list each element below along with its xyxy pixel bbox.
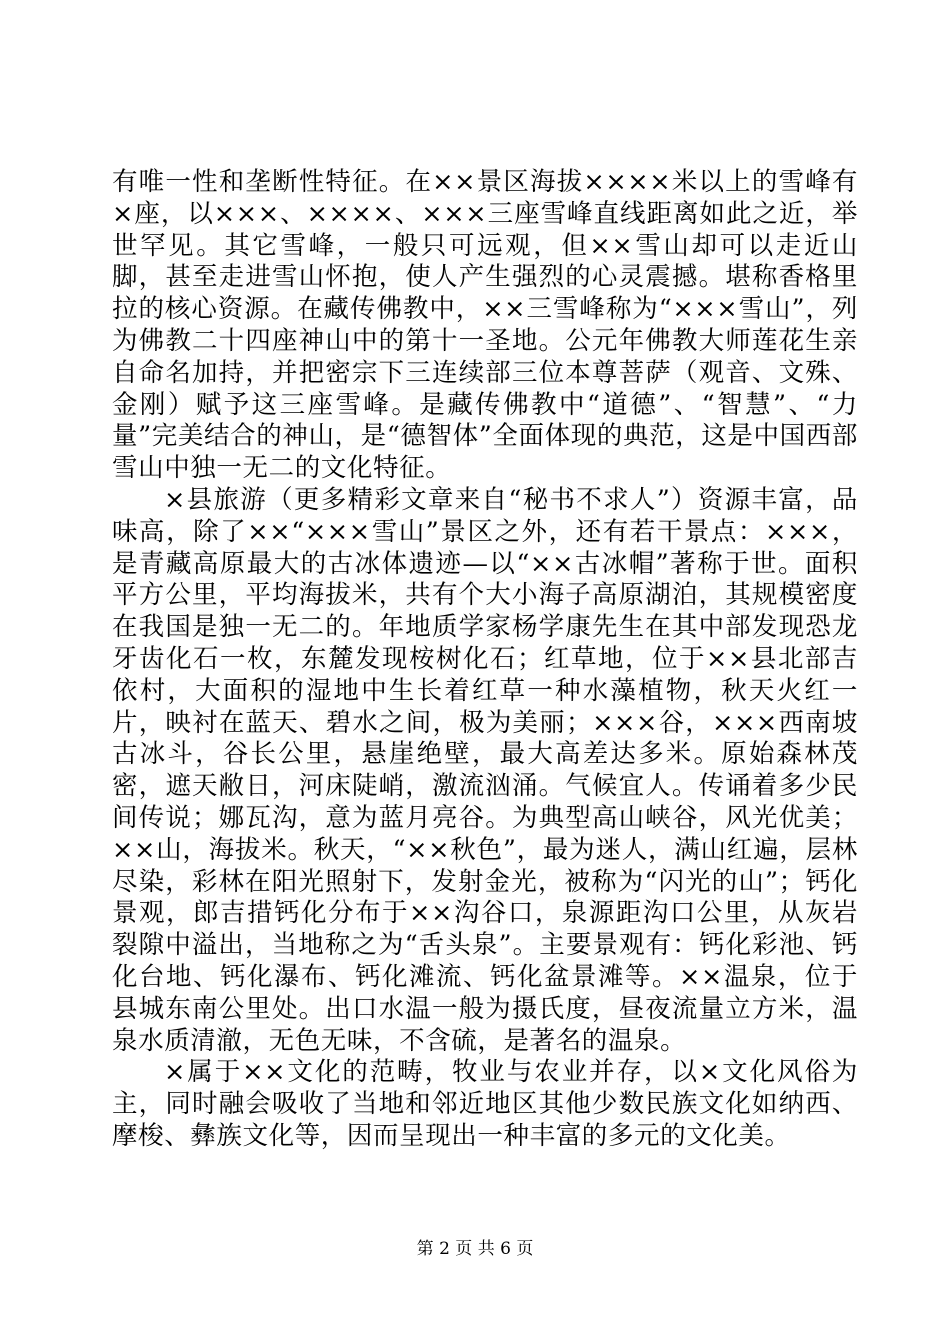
paragraph-1: 有唯一性和垄断性特征。在××景区海拔××××米以上的雪峰有×座，以×××、××××、×××三座雪峰直线距离如此之近，举世罕见。其它雪峰，一般只可远观，但××雪山却可以走近山脚，甚至走进雪山怀抱，使人产生强烈的心灵震撼。堪称香格里拉的核心资源。在藏传佛教中，××三雪峰称为“×××雪山”，列为佛教二十四座神山中的第十一圣地。公元年佛教大师莲花生亲自命名加持，并把密宗下三连续部三位本尊菩萨（观音、文殊、金刚）赋予这三座雪峰。是藏传佛教中“道德”、“智慧”、“力量”完美结合的神山，是“德智体”全面体现的典范，这是中国西部雪山中独一无二的文化特征。 bbox=[112, 167, 858, 484]
document-body bbox=[112, 167, 858, 1153]
page-footer: 第 2 页 共 6 页 bbox=[416, 1239, 534, 1259]
paragraph-2: ×县旅游（更多精彩文章来自“秘书不求人”）资源丰富，品味高，除了××“×××雪山”景区之外，还有若干景点：×××，是青藏高原最大的古冰体遗迹—以“××古冰帽”著称于世。面积平方公里，平均海拔米，共有个大小海子高原湖泊，其规模密度在我国是独一无二的。年地质学家杨学康先生在其中部发现恐龙牙齿化石一枚，东麓发现桉树化石；红草地，位于××县北部吉依村，大面积的湿地中生长着红草一种水藻植物，秋天火红一片，映衬在蓝天、碧水之间，极为美丽；×××谷，×××西南坡古冰斗，谷长公里，悬崖绝壁，最大高差达多米。原始森林茂密，遮天敝日，河床陡峭，激流汹涌。气候宜人。传诵着多少民间传说；娜瓦沟，意为蓝月亮谷。为典型高山峡谷，风光优美；××山，海拔米。秋天，“××秋色”，最为迷人，满山红遍，层林尽染，彩林在阳光照射下，发射金光，被称为“闪光的山”；钙化景观，郎吉措钙化分布于××沟谷口，泉源距沟口公里，从灰岩裂隙中溢出，当地称之为“舌头泉”。主要景观有：钙化彩池、钙化台地、钙化瀑布、钙化滩流、钙化盆景滩等。××温泉，位于县城东南公里处。出口水温一般为摄氏度，昼夜流量立方米，温泉水质清澈，无色无味，不含硫，是著名的温泉。 bbox=[112, 484, 858, 1056]
paragraph-3: ×属于××文化的范畴，牧业与农业并存，以×文化风俗为主，同时融会吸收了当地和邻近地区其他少数民族文化如纳西、摩梭、彝族文化等，因而呈现出一种丰富的多元的文化美。 bbox=[112, 1057, 858, 1151]
